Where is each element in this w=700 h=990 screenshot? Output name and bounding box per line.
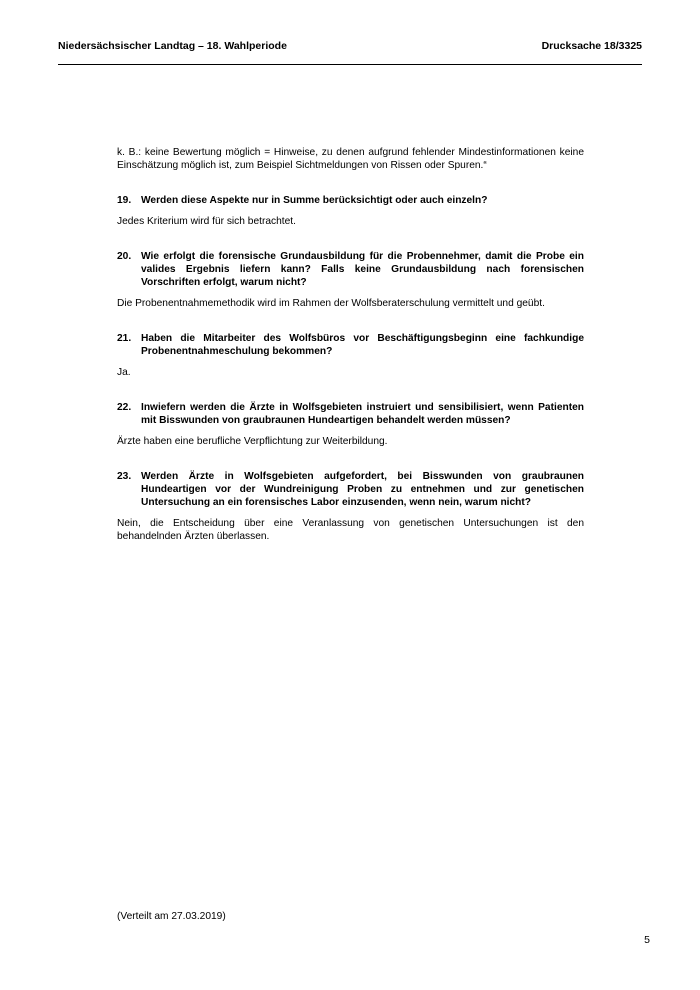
page-header bbox=[58, 40, 642, 65]
answer-text: Die Probenentnahmemethodik wird im Rahmen der Wolfsberaterschulung vermittelt und geübt. bbox=[117, 298, 545, 309]
header-parliament: Niedersächsischer Landtag – 18. Wahlperiode bbox=[58, 40, 287, 52]
answer-text: Ja. bbox=[117, 367, 131, 378]
qa-block-19 bbox=[117, 194, 584, 228]
answer-text: Ärzte haben eine berufliche Verpflichtung zur Weiterbildung. bbox=[117, 436, 388, 447]
intro-paragraph: k. B.: keine Bewertung möglich = Hinweise, zu denen aufgrund fehlender Mindestinformationen keine Einschätzung möglich ist, zum Beispiel Sichtmeldungen von Rissen oder Spuren.“ bbox=[117, 147, 584, 171]
qa-block-20 bbox=[117, 250, 584, 310]
qa-block-23 bbox=[117, 470, 584, 543]
page-number: 5 bbox=[644, 934, 650, 946]
header-document-number: Drucksache 18/3325 bbox=[541, 40, 642, 52]
question-text: Werden Ärzte in Wolfsgebieten aufgefordert, bei Bisswunden von graubraunen Hundeartigen vor der Wundreinigung Proben zu entnehmen und zur genetischen Untersuchung an ein forensisches Labor einzusenden, wenn nein, warum nicht? bbox=[141, 471, 584, 508]
question-number: 19. bbox=[117, 195, 132, 206]
qa-block-22 bbox=[117, 401, 584, 448]
question bbox=[117, 401, 584, 427]
question bbox=[117, 332, 584, 358]
question-text: Werden diese Aspekte nur in Summe berücksichtigt oder auch einzeln? bbox=[141, 195, 488, 206]
qa-block-21 bbox=[117, 332, 584, 379]
answer-text: Nein, die Entscheidung über eine Veranlassung von genetischen Untersuchungen ist den behandelnden Ärzten überlassen. bbox=[117, 518, 584, 542]
question bbox=[117, 194, 584, 207]
question bbox=[117, 250, 584, 289]
question-text: Wie erfolgt die forensische Grundausbildung für die Probennehmer, damit die Probe ein valides Ergebnis liefern kann? Falls keine Grundausbildung nach forensischen Vorschriften erfolgt, warum nicht? bbox=[141, 251, 584, 288]
document-body bbox=[117, 146, 584, 543]
question-number: 20. bbox=[117, 251, 132, 262]
question-number: 21. bbox=[117, 333, 132, 344]
question bbox=[117, 470, 584, 509]
question-text: Haben die Mitarbeiter des Wolfsbüros vor Beschäftigungsbeginn eine fachkundige Probenentnahmeschulung bekommen? bbox=[141, 333, 584, 357]
distribution-date: (Verteilt am 27.03.2019) bbox=[117, 911, 226, 922]
question-number: 22. bbox=[117, 402, 132, 413]
answer-text: Jedes Kriterium wird für sich betrachtet. bbox=[117, 216, 296, 227]
question-number: 23. bbox=[117, 471, 132, 482]
question-text: Inwiefern werden die Ärzte in Wolfsgebieten instruiert und sensibilisiert, wenn Patienten mit Bisswunden von graubraunen Hundeartigen behandelt werden müssen? bbox=[141, 402, 584, 426]
